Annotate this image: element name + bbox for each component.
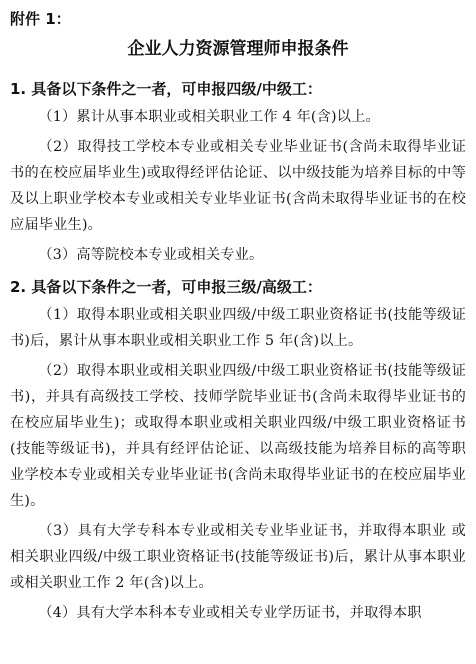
section-heading-level-3: 2. 具备以下条件之一者，可申报三级/高级工：: [10, 278, 322, 296]
attachment-label: 附件 1：: [10, 10, 71, 28]
condition-item: （1）取得本职业或相关职业四级/中级工职业资格证书(技能等级证书)后，累计从事本职业或相关职业工作 5 年(含)以上。: [10, 307, 466, 349]
condition-item: （2）取得技工学校本专业或相关专业毕业证书(含尚未取得毕业证书的在校应届毕业生)或取得经评估论证、以中级技能为培养目标的中等及以上职业学校本专业或相关专业毕业证书(含尚未取得毕业证书的在校应届毕业生)。: [10, 139, 466, 233]
section-heading-level-4: 1. 具备以下条件之一者，可申报四级/中级工：: [10, 80, 322, 98]
condition-item: （4）具有大学本科本专业或相关专业学历证书，并取得本职: [38, 605, 422, 621]
condition-item: （1）累计从事本职业或相关职业工作 4 年(含)以上。: [38, 109, 380, 125]
page-title: 企业人力资源管理师申报条件: [127, 39, 349, 59]
condition-item: （3）高等院校本专业或相关专业。: [38, 247, 264, 263]
condition-item: （3）具有大学专科本专业或相关专业毕业证书，并取得本职业 或相关职业四级/中级工职业资格证书(技能等级证书)后，累计从事本职业或相关职业工作 2 年(含)以上。: [10, 523, 466, 591]
condition-item: （2）取得本职业或相关职业四级/中级工职业资格证书(技能等级证书)，并具有高级技工学校、技师学院毕业证书(含尚未取得毕业证书的在校应届毕业生)；或取得本职业或相关职业四级/中级工职业资格证书(技能等级证书)，并具有经评估论证、以高级技能为培养目标的高等职业学校本专业或相关专业毕业证书(含尚未取得毕业证书的在校应届毕业生)。: [10, 363, 466, 509]
